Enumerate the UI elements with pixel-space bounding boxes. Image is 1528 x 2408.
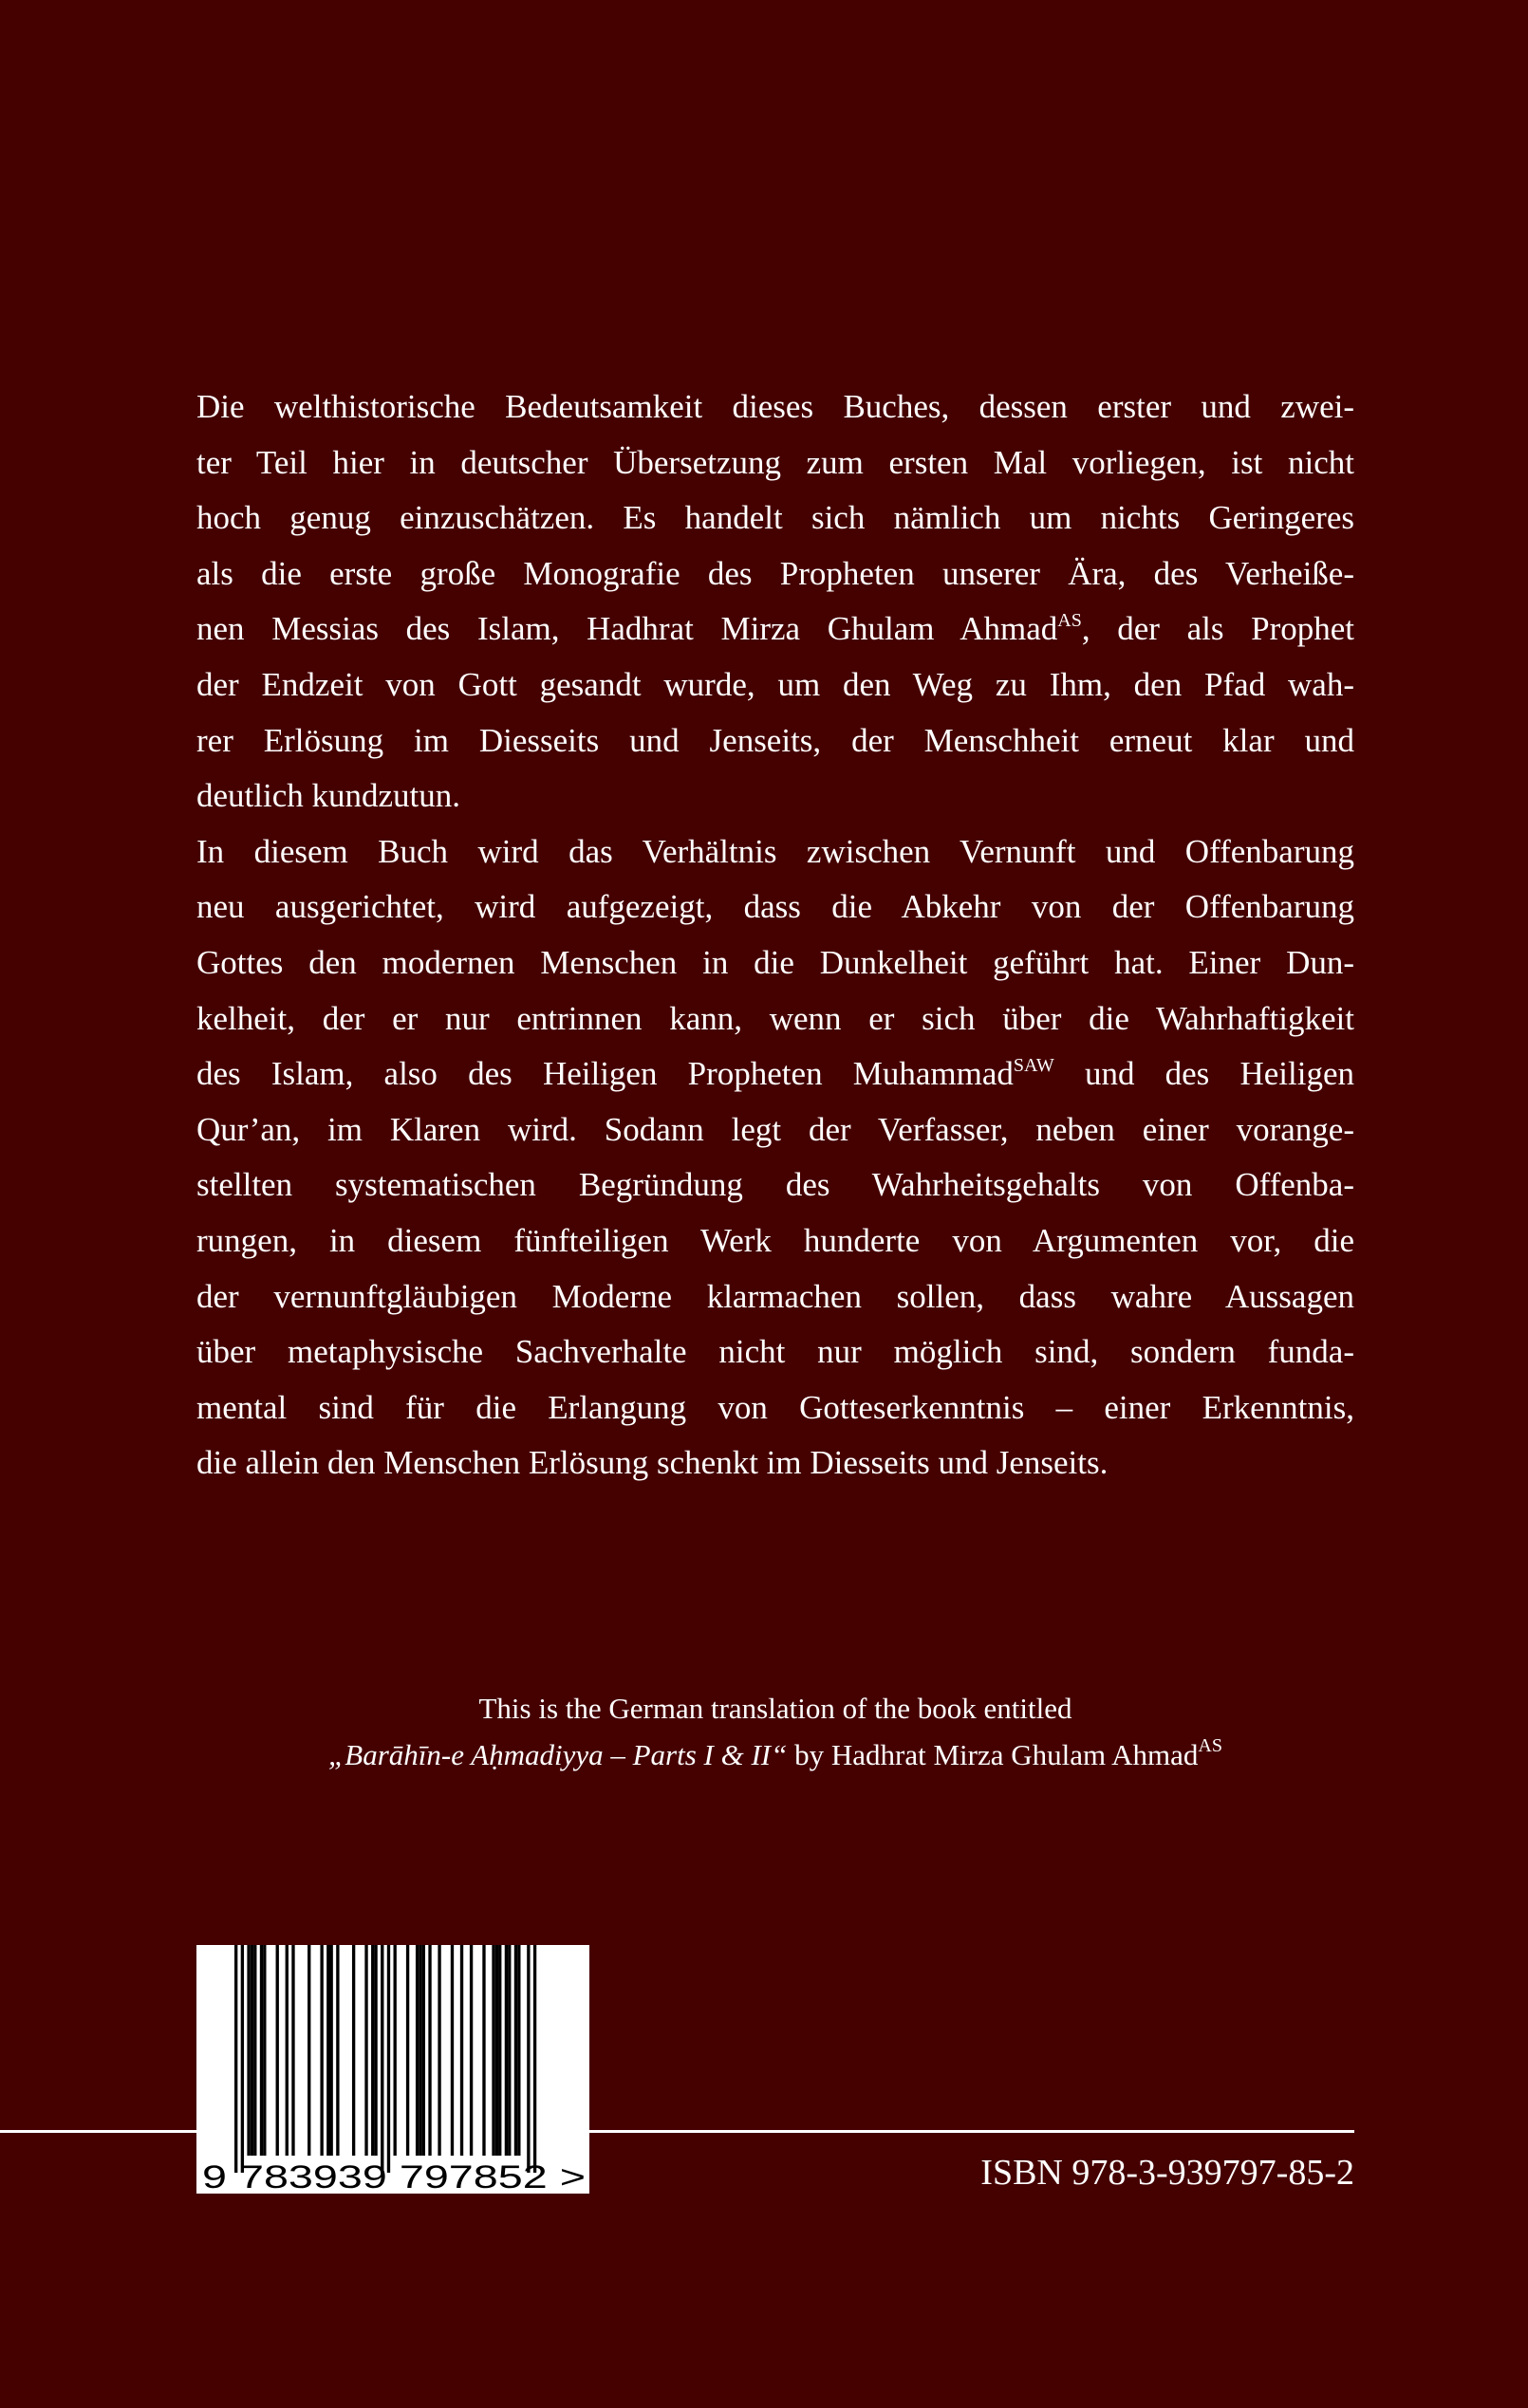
barcode-bar (508, 1945, 511, 2156)
barcode-bar (387, 1945, 390, 2173)
barcode-bar (330, 1945, 333, 2156)
barcode-bar (326, 1945, 329, 2156)
barcode-bar (374, 1945, 377, 2156)
barcode-bar (291, 1945, 294, 2156)
barcode-bar (381, 1945, 383, 2173)
barcode-bar (260, 1945, 263, 2156)
text-line: kelheit, der er nur entrinnen kann, wenn er sich über die Wahrhaftigkeit (196, 999, 1354, 1037)
text-line: rungen, in diesem fünfteiligen Werk hunderte von Argumenten vor, die (196, 1221, 1354, 1259)
barcode-bar (460, 1945, 463, 2156)
barcode-bar (241, 1945, 244, 2173)
barcode-bar (320, 1945, 323, 2156)
book-title: „Barāhīn-e Aḥmadiyya – Parts I & II“ (328, 1738, 788, 1771)
barcode-bar (438, 1945, 440, 2156)
text-line: deutlich kundzutun. (196, 777, 461, 815)
text-line: Qur’an, im Klaren wird. Sodann legt der Verfasser, neben einer vorange- (196, 1110, 1354, 1148)
barcode-bar (352, 1945, 355, 2156)
barcode-bar (394, 1945, 397, 2156)
barcode-bar (419, 1945, 421, 2156)
honorific-superscript: AS (1057, 610, 1082, 632)
paragraph-2 (196, 824, 1354, 1491)
text-line: der Endzeit von Gott gesandt wurde, um den Weg zu Ihm, den Pfad wah- (196, 665, 1354, 703)
text-fragment: , der als Prophet (1081, 610, 1355, 648)
text-line: über metaphysische Sachverhalte nicht nur möglich sind, sondern funda- (196, 1333, 1354, 1371)
translation-credit (196, 1685, 1354, 1778)
text-line: In diesem Buch wird das Verhältnis zwischen Vernunft und Offenbarung (196, 832, 1354, 870)
author-text: by Hadhrat Mirza Ghulam Ahmad (787, 1738, 1199, 1771)
text-line: ter Teil hier in deutscher Übersetzung zum ersten Mal vorliegen, ist nicht (196, 443, 1354, 481)
credit-line-1: This is the German translation of the book entitled (478, 1692, 1072, 1725)
barcode-bar (364, 1945, 367, 2156)
barcode-bar (495, 1945, 498, 2156)
text-line: hoch genug einzuschätzen. Es handelt sich nämlich um nichts Geringeres (196, 499, 1354, 537)
text-line (196, 1047, 1354, 1102)
credit-line-2 (196, 1732, 1354, 1778)
blurb-text (196, 380, 1354, 1491)
paragraph-1 (196, 380, 1354, 824)
text-line: Die welthistorische Bedeutsamkeit dieses Buches, dessen erster und zwei- (196, 388, 1354, 425)
barcode-bar (286, 1945, 289, 2156)
barcode-bar (416, 1945, 419, 2156)
text-fragment: und des Heiligen (1053, 1055, 1354, 1093)
barcode-bar (263, 1945, 266, 2156)
text-line (196, 602, 1354, 658)
text-fragment: nen Messias des Islam, Hadhrat Mirza Ghulam Ahmad (196, 610, 1058, 648)
honorific-superscript: SAW (1013, 1055, 1054, 1077)
barcode-bar (422, 1945, 425, 2156)
text-line: die allein den Menschen Erlösung schenkt im Diesseits und Jenseits. (196, 1444, 1109, 1482)
barcode-bar (498, 1945, 501, 2156)
text-line: Gottes den modernen Menschen in die Dunkelheit geführt hat. Einer Dun- (196, 943, 1354, 981)
barcode-bar (451, 1945, 454, 2156)
barcode-bar (251, 1945, 253, 2156)
barcode-bar (533, 1945, 536, 2173)
text-line: als die erste große Monografie des Propheten unserer Ära, des Verheiße- (196, 554, 1354, 592)
text-line: der vernunftgläubigen Moderne klarmachen sollen, dass wahre Aussagen (196, 1277, 1354, 1315)
text-line: stellten systematischen Begründung des Wahrheitsgehalts von Offenba- (196, 1166, 1354, 1204)
barcode-bar (336, 1945, 339, 2156)
barcode-bar (492, 1945, 494, 2156)
barcode-bar (517, 1945, 520, 2156)
barcode-bar (470, 1945, 473, 2156)
barcode-bars (196, 1945, 589, 2194)
barcode-bar (527, 1945, 530, 2173)
isbn-barcode (196, 1945, 589, 2194)
isbn-number: ISBN 978-3-939797-85-2 (980, 2153, 1354, 2193)
barcode-bar (253, 1945, 256, 2156)
barcode-bar (307, 1945, 310, 2156)
text-line: neu ausgerichtet, wird aufgezeigt, dass die Abkehr von der Offenbarung (196, 888, 1354, 926)
barcode-bar (428, 1945, 431, 2156)
text-line: rer Erlösung im Diesseits und Jenseits, der Menschheit erneut klar und (196, 721, 1354, 759)
barcode-bar (247, 1945, 250, 2156)
barcode-digits: 9 783939 797852 > (202, 2159, 586, 2194)
barcode-bar (276, 1945, 279, 2156)
honorific-superscript: AS (1198, 1735, 1222, 1756)
barcode-bar (505, 1945, 508, 2156)
text-line: mental sind für die Erlangung von Gotteserkenntnis – einer Erkenntnis, (196, 1388, 1354, 1426)
barcode-bar (371, 1945, 374, 2156)
barcode-bar (406, 1945, 409, 2156)
barcode-bar (234, 1945, 237, 2173)
barcode-bar (482, 1945, 485, 2156)
barcode-bar (514, 1945, 517, 2156)
text-fragment: des Islam, also des Heiligen Propheten Muhammad (196, 1055, 1014, 1093)
